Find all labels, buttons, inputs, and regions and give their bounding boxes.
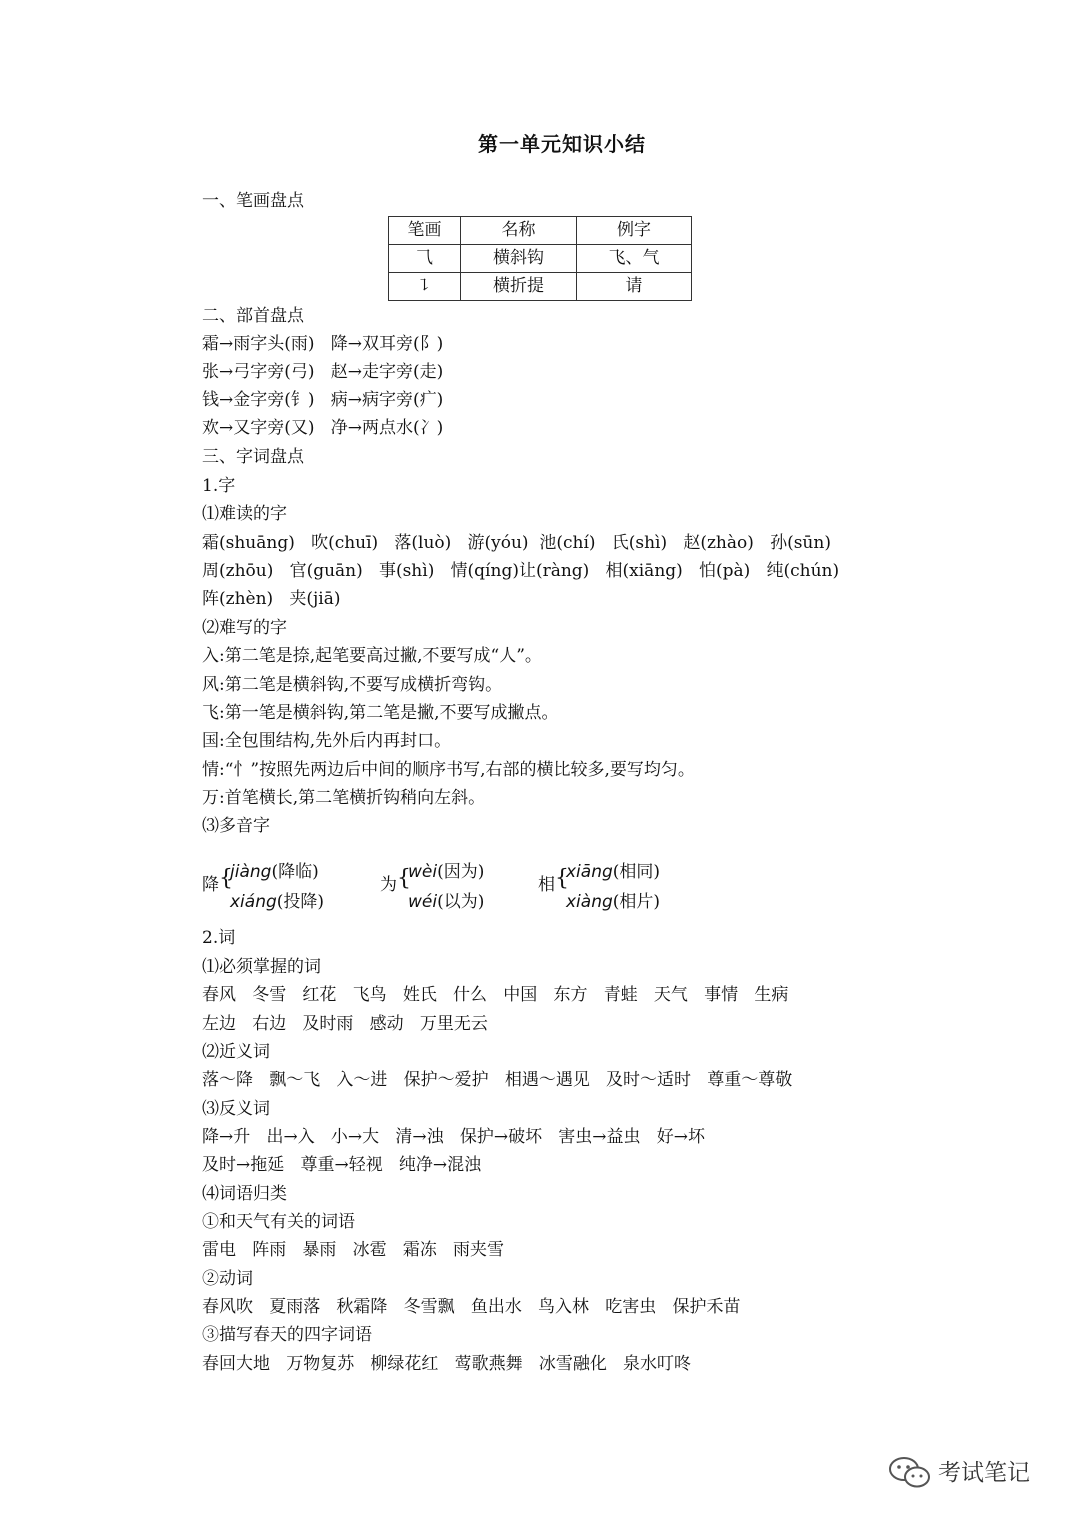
hard-read-line: 霜(shuāng) 吹(chuī) 落(luò) 游(yóu) 池(chí) 氏(shì) 赵(zhào) 孙(sūn) — [202, 533, 831, 553]
table-cell: 飞、气 — [577, 245, 692, 273]
radical-line: 张→弓字旁(弓) 赵→走字旁(走) — [202, 362, 444, 382]
page-title: 第一单元知识小结 — [478, 132, 646, 156]
example-word: (投降) — [276, 892, 325, 912]
strokes-table — [388, 216, 692, 301]
brace-symbol: { — [219, 866, 233, 891]
verbs-line: 春风吹 夏雨落 秋霜降 冬雪飘 鱼出水 鸟入林 吃害虫 保护禾苗 — [202, 1297, 741, 1317]
table-cell: 请 — [577, 273, 692, 301]
radical-line: 霜→雨字头(雨) 降→双耳旁(阝) — [202, 334, 444, 354]
antonym-line: 降→升 出→入 小→大 清→浊 保护→破坏 害虫→益虫 好→坏 — [202, 1127, 705, 1147]
section3-heading: 三、字词盘点 — [202, 447, 304, 467]
pinyin: jiàng — [230, 862, 272, 882]
table-header-row — [389, 217, 692, 245]
spring-idioms-line: 春回大地 万物复苏 柳绿花红 莺歌燕舞 冰雪融化 泉水叮咚 — [202, 1354, 692, 1374]
verbs-title: ②动词 — [202, 1269, 253, 1289]
example-word: (相片) — [612, 892, 661, 912]
hard-write-line: 国:全包围结构,先外后内再封口。 — [202, 731, 452, 751]
must-know-line: 左边 右边 及时雨 感动 万里无云 — [202, 1014, 488, 1034]
pinyin: xiàng — [566, 892, 613, 912]
example-word: (降临) — [271, 862, 319, 882]
polyphone-reading — [408, 857, 484, 882]
hard-read-title: ⑴难读的字 — [202, 504, 287, 524]
hard-write-title: ⑵难写的字 — [202, 618, 287, 638]
pinyin: xiāng — [566, 862, 613, 882]
example-word: (因为) — [437, 862, 485, 882]
hard-read-line: 周(zhōu) 官(guān) 事(shì) 情(qíng)让(ràng) 相(xiāng) 怕(pà) 纯(chún) — [202, 561, 840, 581]
polyphone-char: 为 — [380, 875, 397, 895]
weather-words-title: ①和天气有关的词语 — [202, 1212, 355, 1232]
table-cell: 横折提 — [461, 273, 577, 301]
subsection-words: 2.词 — [202, 928, 236, 948]
polyphone-reading — [230, 887, 324, 912]
table-header: 例字 — [577, 217, 692, 245]
antonym-line: 及时→拖延 尊重→轻视 纯净→混浊 — [202, 1155, 482, 1175]
table-cell: 横斜钩 — [461, 245, 577, 273]
radical-line: 欢→又字旁(又) 净→两点水(冫) — [202, 418, 444, 438]
hard-read-line: 阵(zhèn) 夹(jiā) — [202, 589, 341, 609]
pinyin: xiáng — [230, 892, 277, 912]
polyphone-reading — [566, 887, 660, 912]
hard-write-line: 入:第二笔是捺,起笔要高过撇,不要写成“人”。 — [202, 646, 542, 666]
table-row — [389, 273, 692, 301]
polyphone-title: ⑶多音字 — [202, 816, 270, 836]
table-header: 笔画 — [389, 217, 461, 245]
synonym-title: ⑵近义词 — [202, 1042, 270, 1062]
table-cell: ㇊ — [389, 273, 461, 301]
hard-write-line: 风:第二笔是横斜钩,不要写成横折弯钩。 — [202, 675, 503, 695]
pinyin: wèi — [408, 862, 438, 882]
section1-heading: 一、笔画盘点 — [202, 191, 304, 211]
polyphone-char: 降 — [202, 875, 219, 895]
polyphone-reading — [408, 887, 484, 912]
radical-line: 钱→金字旁(钅) 病→病字旁(疒) — [202, 390, 444, 410]
weather-words-line: 雷电 阵雨 暴雨 冰雹 霜冻 雨夹雪 — [202, 1240, 505, 1260]
table-cell: ⺄ — [389, 245, 461, 273]
synonym-line: 落～降 飘～飞 入～进 保护～爱护 相遇～遇见 及时～适时 尊重～尊敬 — [202, 1070, 793, 1090]
hard-write-line: 万:首笔横长,第二笔横折钩稍向左斜。 — [202, 788, 486, 808]
pinyin: wéi — [408, 892, 438, 912]
hard-write-line: 飞:第一笔是横斜钩,第二笔是撇,不要写成撇点。 — [202, 703, 559, 723]
antonym-title: ⑶反义词 — [202, 1099, 270, 1119]
table-row — [389, 245, 692, 273]
polyphone-reading — [230, 857, 319, 882]
polyphone-reading — [566, 857, 660, 882]
section2-heading: 二、部首盘点 — [202, 306, 304, 326]
watermark — [888, 1452, 1058, 1492]
subsection-characters: 1.字 — [202, 476, 236, 496]
must-know-title: ⑴必须掌握的词 — [202, 957, 321, 977]
example-word: (以为) — [437, 892, 485, 912]
example-word: (相同) — [612, 862, 661, 882]
brace-symbol: { — [555, 866, 569, 891]
wechat-icon — [888, 1456, 932, 1490]
hard-write-line: 情:“忄”按照先两边后中间的顺序书写,右部的横比较多,要写均匀。 — [202, 760, 695, 780]
polyphone-char: 相 — [538, 875, 555, 895]
spring-idioms-title: ③描写春天的四字词语 — [202, 1325, 372, 1345]
category-title: ⑷词语归类 — [202, 1184, 287, 1204]
table-header: 名称 — [461, 217, 577, 245]
watermark-text: 考试笔记 — [938, 1460, 1030, 1486]
brace-symbol: { — [397, 866, 411, 891]
must-know-line: 春风 冬雪 红花 飞鸟 姓氏 什么 中国 东方 青蛙 天气 事情 生病 — [202, 985, 789, 1005]
